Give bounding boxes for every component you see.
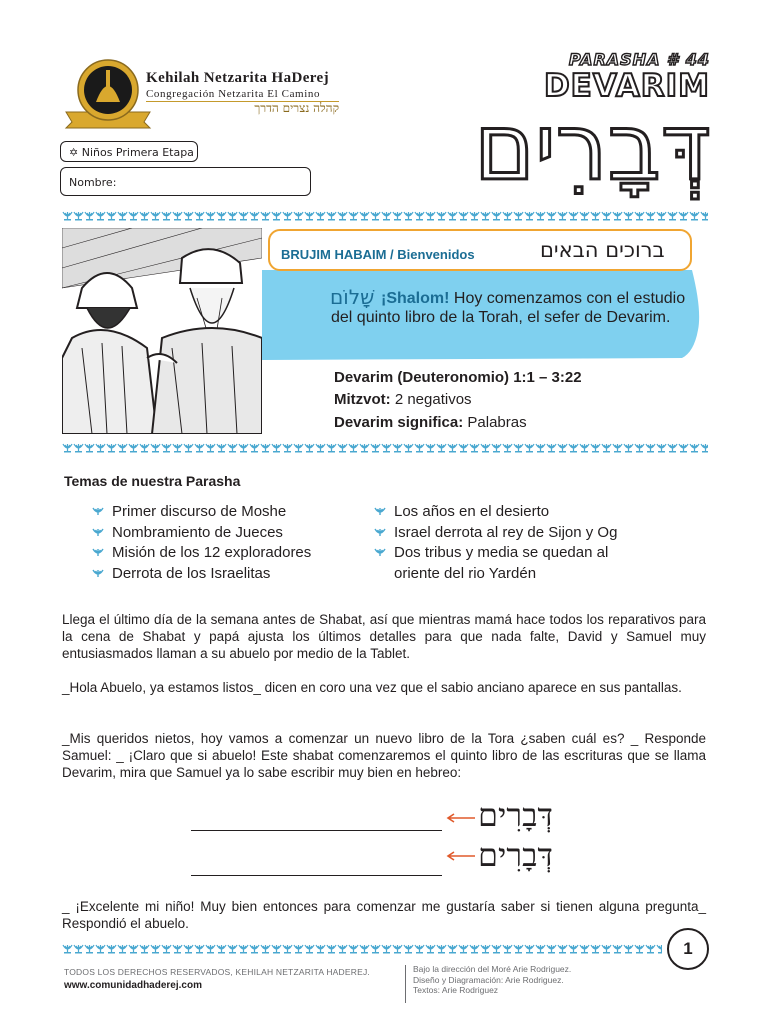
intro-text	[331, 289, 691, 327]
menorah-bullet-icon	[374, 528, 386, 538]
parasha-hebrew-title: דְּבָרִים	[474, 94, 711, 201]
level-label: Niños Primera Etapa	[81, 146, 194, 159]
hebrew-word-model: דְּבָרִים	[478, 796, 553, 834]
menorah-bullet-icon	[92, 569, 104, 579]
copyright-text: TODOS LOS DERECHOS RESERVADOS, KEHILAH NETZARITA HADEREJ.	[64, 967, 370, 977]
elders-illustration	[62, 228, 262, 434]
shalom-word: ¡Shalom!	[381, 290, 450, 307]
parasha-title: DEVARIM	[543, 68, 710, 104]
shalom-hebrew: שָׁלוֹם	[330, 285, 375, 309]
menorah-border-top	[62, 211, 708, 221]
story-paragraph-1: Llega el último día de la semana antes de Shabat, así que mientras mamá hace todos los reparativos para la cena de Shabat y papá ajusta los últimos detalles para que nada falte, David y Samuel muy entusiasmados llaman a su abuelo por medio de la Tablet.	[62, 612, 706, 661]
level-badge	[60, 141, 198, 162]
topics-right	[374, 502, 674, 584]
list-item: Misión de los 12 exploradores	[92, 543, 362, 564]
list-item: Derrota de los Israelitas	[92, 564, 362, 585]
website-link[interactable]: www.comunidadhaderej.com	[64, 980, 202, 991]
page-number: 1	[667, 928, 709, 970]
parasha-number: PARASHA # 44	[568, 50, 710, 69]
menorah-border-bottom	[62, 944, 662, 954]
list-item: Dos tribus y media se quedan al	[374, 543, 674, 564]
list-item: Israel derrota al rey de Sijon y Og	[374, 523, 674, 544]
topics-title: Temas de nuestra Parasha	[64, 473, 241, 489]
menorah-bullet-icon	[92, 507, 104, 517]
menorah-bullet-icon	[92, 528, 104, 538]
writing-line-1[interactable]	[191, 830, 442, 831]
writing-line-2[interactable]	[191, 875, 442, 876]
menorah-border-middle	[62, 443, 708, 453]
congregation-logo	[62, 56, 154, 130]
welcome-label: BRUJIM HABAIM / Bienvenidos	[281, 247, 475, 262]
parasha-reference: Devarim (Deuteronomio) 1:1 – 3:22	[334, 369, 582, 386]
star-of-david-icon: ✡	[69, 146, 79, 159]
menorah-bullet-icon	[92, 548, 104, 558]
org-subtitle: Congregación Netzarita El Camino	[146, 88, 321, 100]
story-paragraph-3: _Mis queridos nietos, hoy vamos a comenzar un nuevo libro de la Tora ¿saben cuál es? _ Responde Samuel: _ ¡Claro que si abuelo! Este shabat comenzaremos el quinto libro de las escrituras que se llama Devarim, mira que Samuel ya lo sabe escribir muy bien en hebreo:	[62, 731, 706, 780]
topics-left	[92, 502, 362, 584]
list-item: Los años en el desierto	[374, 502, 674, 523]
footer-credits: Bajo la dirección del Moré Arie Rodriguez. Diseño y Diagramación: Arie Rodriguez. Textos: Arie Rodriguez	[413, 964, 572, 995]
menorah-bullet-icon	[374, 548, 386, 558]
meaning-line: Devarim significa: Palabras	[334, 414, 527, 431]
welcome-hebrew: ברוכים הבאים	[540, 238, 665, 262]
arrow-left-icon	[446, 851, 476, 861]
list-item-continuation: oriente del rio Yardén	[394, 564, 537, 582]
name-label: Nombre:	[69, 176, 117, 189]
org-hebrew: קהלה נצרים הדרך	[254, 101, 339, 115]
arrow-left-icon	[446, 813, 476, 823]
story-paragraph-2: _Hola Abuelo, ya estamos listos_ dicen en coro una vez que el sabio anciano aparece en sus pantallas.	[62, 680, 682, 695]
footer-divider	[405, 965, 406, 1003]
intro-rest: Hoy comenzamos con el estudio del quinto libro de la Torah, el sefer de Devarim.	[331, 290, 686, 326]
menorah-bullet-icon	[374, 507, 386, 517]
story-paragraph-4: _ ¡Excelente mi niño! Muy bien entonces para comenzar me gustaría saber si tienen alguna pregunta_ Respondió el abuelo.	[62, 899, 706, 931]
mitzvot-line: Mitzvot: 2 negativos	[334, 391, 472, 408]
hebrew-word-model: דְּבָרִים	[478, 836, 553, 874]
list-item: Primer discurso de Moshe	[92, 502, 362, 523]
name-field[interactable]	[60, 167, 311, 196]
org-name: Kehilah Netzarita HaDerej	[146, 70, 330, 86]
list-item: Nombramiento de Jueces	[92, 523, 362, 544]
